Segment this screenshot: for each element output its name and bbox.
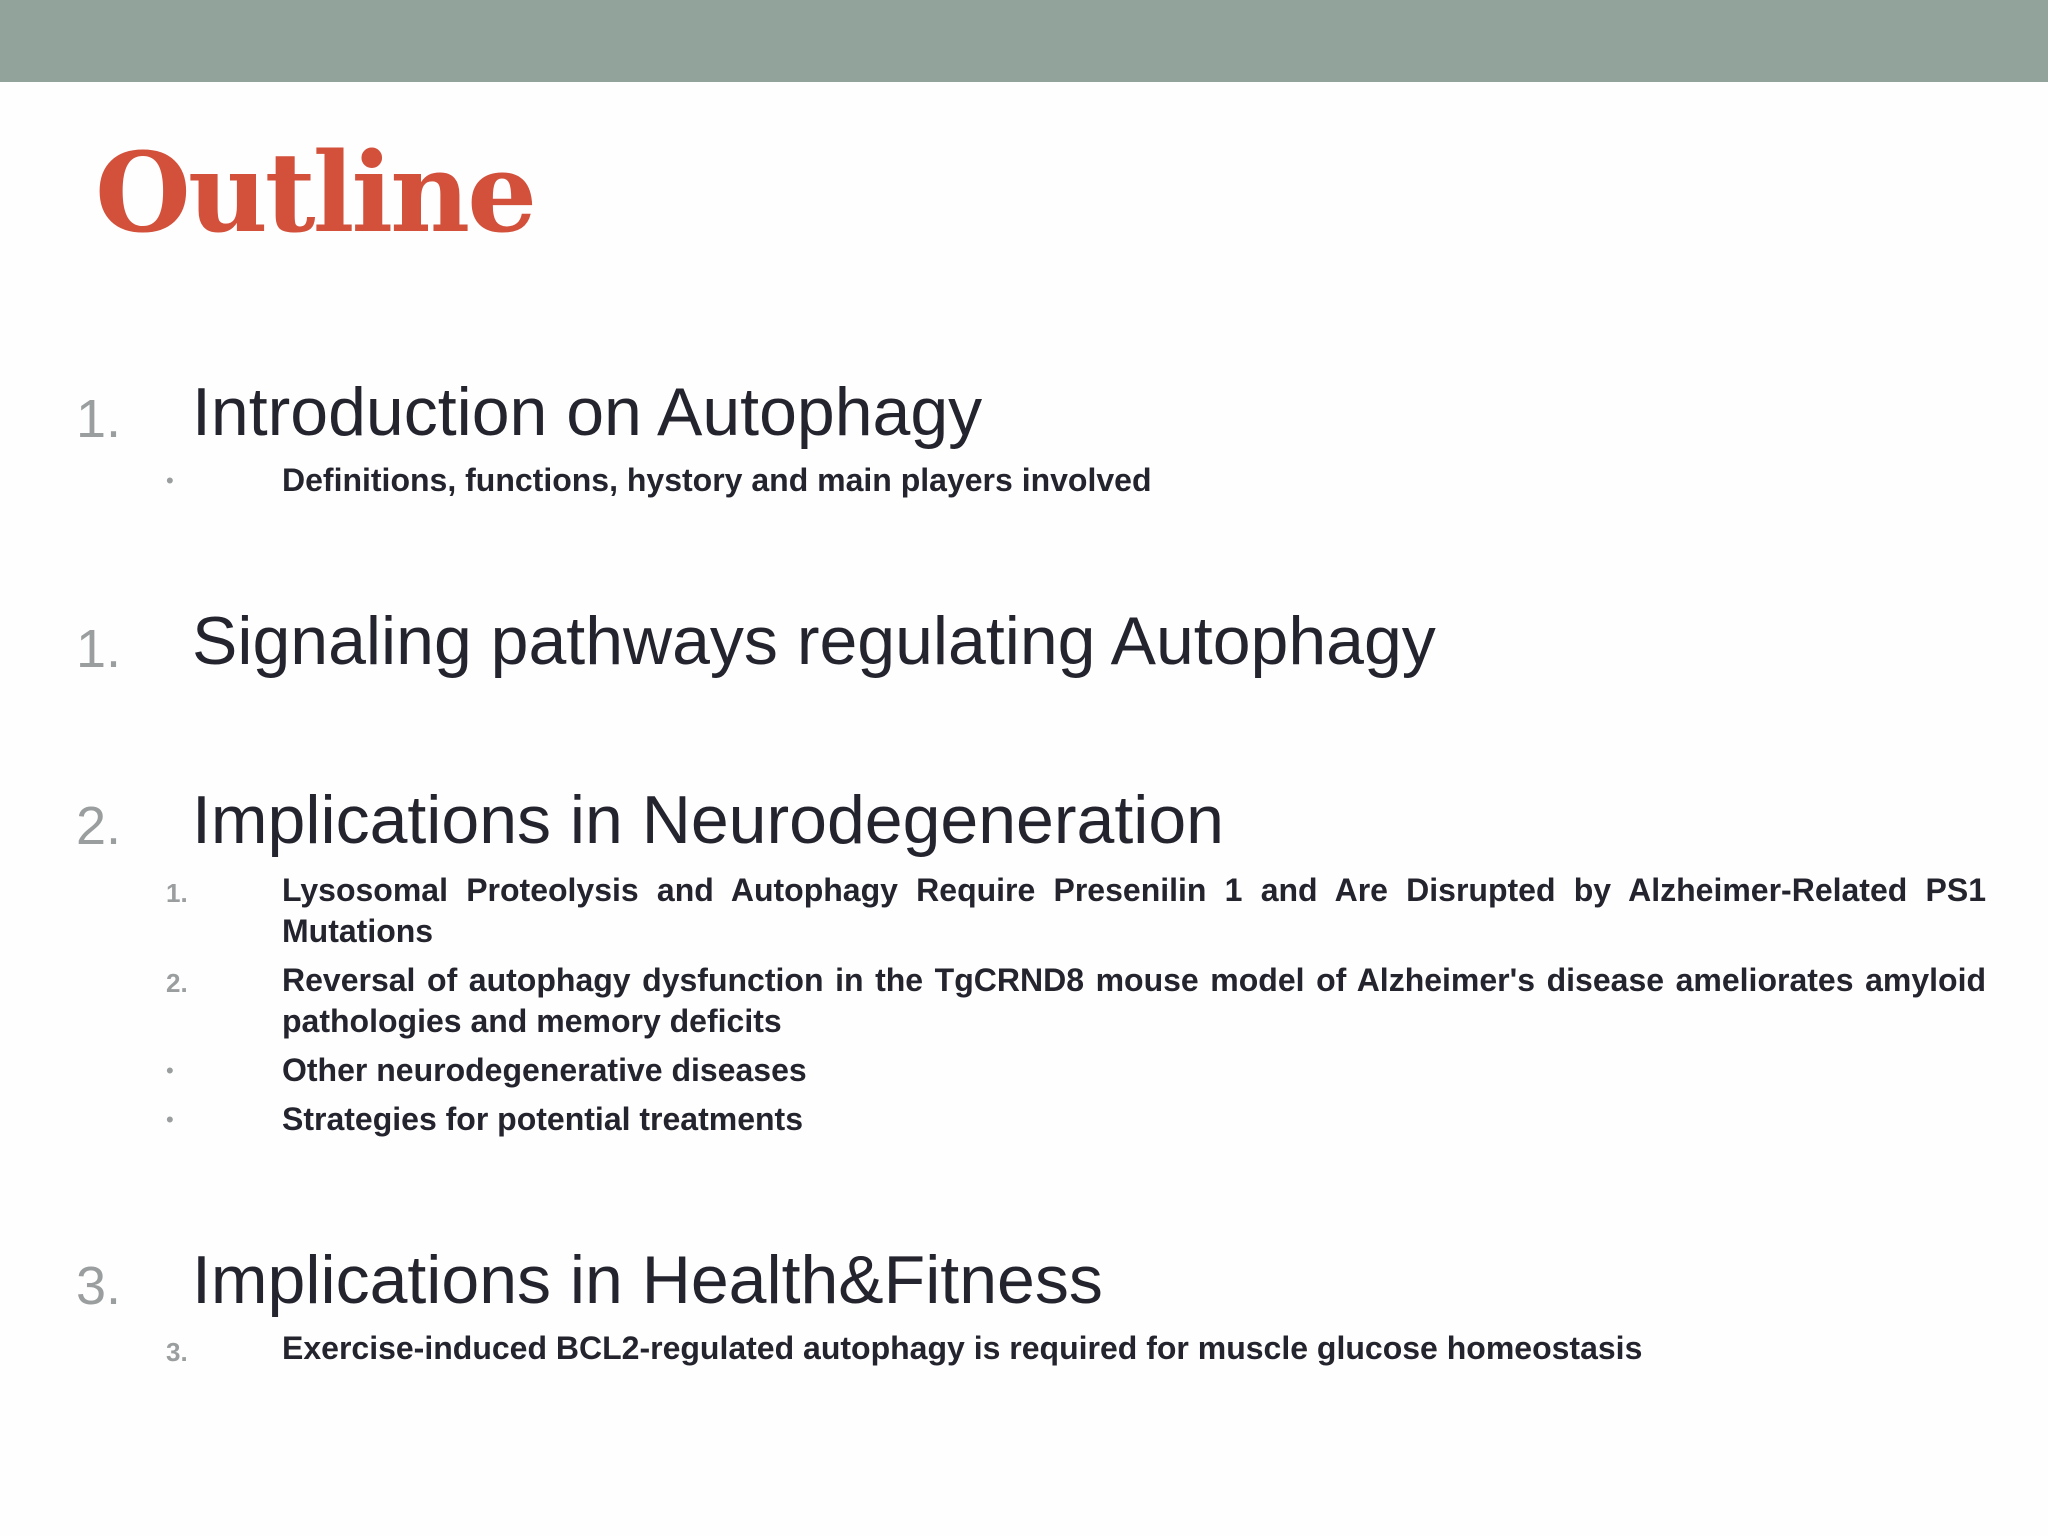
sub-item-text: Strategies for potential treatments	[282, 1101, 803, 1137]
section-number: 1.	[76, 389, 122, 449]
sub-item-number: 1.	[166, 878, 188, 908]
section-heading: Implications in Neurodegeneration	[192, 782, 1224, 858]
section-heading: Signaling pathways regulating Autophagy	[192, 603, 1436, 679]
slide-title: Outline	[95, 128, 535, 257]
top-accent-bar	[0, 0, 2048, 82]
sub-item-text: Definitions, functions, hystory and main players involved	[282, 462, 1152, 498]
bullet-icon: •	[166, 468, 174, 493]
section-number: 1.	[76, 619, 122, 679]
section-heading: Introduction on Autophagy	[192, 374, 983, 450]
sub-item-text: Other neurodegenerative diseases	[282, 1052, 807, 1088]
bullet-icon: •	[166, 1058, 174, 1083]
section-heading: Implications in Health&Fitness	[192, 1242, 1103, 1318]
sub-item-text: Exercise-induced BCL2-regulated autophagy is required for muscle glucose homeostasis	[282, 1330, 1643, 1366]
sub-item-text: Lysosomal Proteolysis and Autophagy Require Presenilin 1 and Are Disrupted by Alzheimer-Related PS1 Mutations	[282, 872, 1986, 949]
sub-item-text: Reversal of autophagy dysfunction in the TgCRND8 mouse model of Alzheimer's disease ameliorates amyloid pathologies and memory deficits	[282, 962, 1986, 1039]
sub-item-number: 2.	[166, 968, 188, 998]
section-number: 3.	[76, 1256, 122, 1316]
sub-item-number: 3.	[166, 1337, 188, 1367]
section-number: 2.	[76, 796, 122, 856]
bullet-icon: •	[166, 1107, 174, 1132]
